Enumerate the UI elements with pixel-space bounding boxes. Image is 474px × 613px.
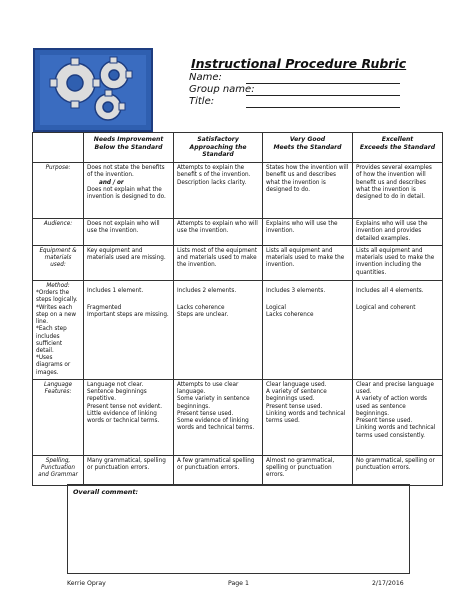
name-line[interactable]	[246, 83, 400, 84]
purpose-needs: Does not state the benefits of the invention. and / or Does not explain what the invention is designed to do.	[84, 163, 174, 219]
gears-logo-icon	[30, 45, 156, 135]
purpose-satisfactory: Attempts to explain the benefit s of the invention. Description lacks clarity.	[174, 163, 263, 219]
footer-date: 2/17/2016	[372, 580, 404, 587]
rubric-table	[32, 132, 443, 486]
level-very-good: Very Good Meets the Standard	[263, 133, 353, 163]
name-label: Name:	[189, 72, 222, 83]
language-satisfactory: Attempts to use clear language. Some variety in sentence beginnings. Present tense used. Some evidence of linking words and technical terms.	[174, 379, 263, 455]
method-needs: Includes 1 element. Fragmented Important steps are missing.	[84, 280, 174, 379]
corner-cell	[33, 133, 84, 163]
language-excellent: Clear and precise language used. A variety of action words used as sentence beginnings. Present tense used. Linking words and technical terms used consistently.	[353, 379, 443, 455]
footer-page-number: Page 1	[228, 580, 249, 587]
method-item: *Orders the steps logically.	[36, 290, 78, 304]
purpose-label: Purpose:	[33, 163, 84, 219]
spelling-satisfactory: A few grammatical spelling or punctuation errors.	[174, 455, 263, 485]
purpose-excellent: Provides several examples of how the invention will benefit us and describes what the invention is designed to do in detail.	[353, 163, 443, 219]
method-item: *Each step includes sufficient detail.	[36, 326, 67, 355]
method-row	[33, 280, 443, 379]
group-name-line[interactable]	[246, 95, 400, 96]
equipment-label: Equipment & materials used:	[33, 245, 84, 280]
purpose-very-good: States how the invention will benefit us and describes what the invention is designed to do.	[263, 163, 353, 219]
spelling-very-good: Almost no grammatical, spelling or punctuation errors.	[263, 455, 353, 485]
audience-row	[33, 219, 443, 246]
equipment-very-good: Lists all equipment and materials used to make the invention.	[263, 245, 353, 280]
page-title: Instructional Procedure Rubric	[191, 56, 407, 71]
method-label: Method:	[46, 282, 70, 289]
spelling-excellent: No grammatical, spelling or punctuation errors.	[353, 455, 443, 485]
language-very-good: Clear language used. A variety of sentence beginnings used. Present tense used. Linking words and technical terms used.	[263, 379, 353, 455]
level-header-row	[33, 133, 443, 163]
audience-excellent: Explains who will use the invention and provides detailed examples.	[353, 219, 443, 246]
audience-very-good: Explains who will use the invention.	[263, 219, 353, 246]
method-cell	[33, 280, 84, 379]
method-item: *Uses diagrams or images.	[36, 355, 71, 376]
title-label: Title:	[189, 96, 215, 107]
language-label: Language Features:	[33, 379, 84, 455]
audience-satisfactory: Attempts to explain who will use the invention.	[174, 219, 263, 246]
footer-author: Kerrie Opray	[67, 580, 106, 587]
method-excellent: Includes all 4 elements. Logical and coherent	[353, 280, 443, 379]
level-satisfactory: Satisfactory Approaching the Standard	[174, 133, 263, 163]
purpose-row	[33, 163, 443, 219]
method-satisfactory: Includes 2 elements. Lacks coherence Steps are unclear.	[174, 280, 263, 379]
level-excellent: Excellent Exceeds the Standard	[353, 133, 443, 163]
audience-label: Audience:	[33, 219, 84, 246]
equipment-row	[33, 245, 443, 280]
equipment-satisfactory: Lists most of the equipment and materials used to make the invention.	[174, 245, 263, 280]
language-needs: Language not clear. Sentence beginnings repetitive. Present tense not evident. Little evidence of linking words or technical terms.	[84, 379, 174, 455]
audience-needs: Does not explain who will use the invention.	[84, 219, 174, 246]
spelling-needs: Many grammatical, spelling or punctuation errors.	[84, 455, 174, 485]
overall-comment-label: Overall comment:	[73, 488, 139, 496]
level-needs-improvement: Needs Improvement Below the Standard	[84, 133, 174, 163]
language-row	[33, 379, 443, 455]
method-item: *Writes each step on a new line.	[36, 304, 77, 326]
title-line[interactable]	[246, 107, 400, 108]
equipment-needs: Key equipment and materials used are missing.	[84, 245, 174, 280]
spelling-label: Spelling, Punctuation and Grammar	[33, 455, 84, 485]
spelling-row	[33, 455, 443, 485]
method-very-good: Includes 3 elements. Logical Lacks coherence	[263, 280, 353, 379]
group-name-label: Group name:	[189, 84, 255, 95]
equipment-excellent: Lists all equipment and materials used to make the invention including the quantities.	[353, 245, 443, 280]
overall-comment-box[interactable]	[67, 484, 410, 574]
